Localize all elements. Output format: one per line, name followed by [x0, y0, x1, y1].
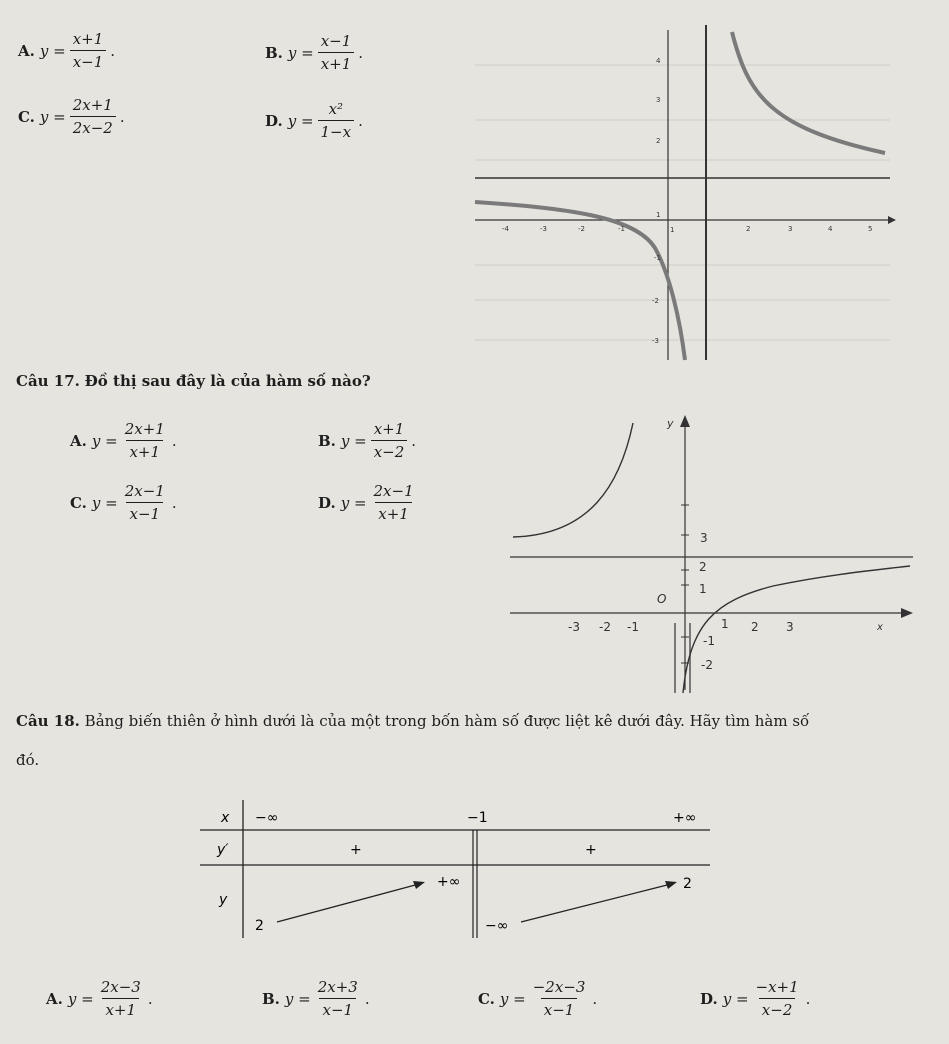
fraction: $\frac{x+1}{x-2}$ [371, 420, 408, 461]
y-tick-labels [699, 531, 715, 672]
fraction: $\frac{2x+3}{x-1}$ [317, 978, 358, 1019]
fraction: $\frac{-2x-3}{x-1}$ [532, 978, 586, 1019]
sign: + [585, 842, 597, 858]
y-tick-label: 1 [656, 211, 661, 219]
y-tick-label: -1 [654, 254, 661, 262]
x-tick-label: -4 [502, 225, 509, 233]
y-value: +∞ [437, 874, 461, 890]
q16-option-a[interactable]: A. y = $\frac{x+1}{x-1}$ . [18, 30, 116, 71]
fraction: $\frac{x-1}{x+1}$ [318, 32, 355, 73]
q18-option-a[interactable]: A. y = $\frac{2x-3}{x+1}$ . [46, 978, 153, 1019]
curve-right-branch [683, 566, 910, 693]
y-axis-label: y [667, 417, 674, 430]
q16-option-d[interactable]: D. y = $\frac{\text{x²}}{1-x}$ . [265, 100, 363, 141]
fraction: $\frac{2x-1}{x+1}$ [373, 482, 414, 523]
arrow-head-icon [413, 881, 425, 889]
fraction: $\frac{2x-3}{x+1}$ [100, 978, 141, 1019]
q18-title [16, 712, 936, 730]
fraction: $\frac{x+1}{x-1}$ [70, 30, 107, 71]
x-tick-label: 3 [788, 225, 793, 233]
arrow-head-icon [665, 881, 677, 889]
q17-title [16, 372, 371, 390]
x-value: +∞ [673, 810, 697, 826]
y-axis-arrow-icon [680, 415, 690, 427]
x-axis-label: x [877, 622, 883, 633]
q18-text: Bảng biến thiên ở hình dưới là của một trong bốn hàm số được liệt kê dưới đây. Hãy tìm hàm số [84, 712, 810, 730]
y-tick-labels [652, 57, 661, 345]
x-tick-label: -1 [618, 225, 625, 233]
q18-option-c[interactable]: C. y = $\frac{-2x-3}{x-1}$ . [478, 978, 598, 1019]
q16-option-b[interactable]: B. y = $\frac{x-1}{x+1}$ . [265, 32, 364, 73]
x-tick-label: -3 [568, 620, 580, 634]
increasing-arrow [277, 884, 419, 922]
y-value: −∞ [485, 918, 509, 934]
q18-variation-table [195, 800, 725, 940]
grid [475, 65, 890, 340]
fraction: $\frac{2x+1}{2x-2}$ [70, 96, 116, 137]
y-value: 2 [683, 876, 692, 892]
row-label-y: y [219, 892, 228, 908]
x-axis-arrow-icon [888, 216, 896, 224]
increasing-arrow [521, 884, 671, 922]
y-tick-label: -1 [703, 634, 715, 648]
x-value: −1 [467, 810, 488, 826]
y-tick-label: 1 [699, 582, 707, 596]
q17-number: Câu 17. [16, 372, 80, 390]
fraction: $\frac{2x+1}{x+1}$ [124, 420, 165, 461]
x-tick-label: -1 [627, 620, 639, 634]
q18-number: Câu 18. [16, 712, 80, 730]
sign: + [350, 842, 362, 858]
curve-left-branch [513, 423, 633, 537]
y-tick-label: 2 [656, 137, 661, 145]
x-tick-label: 1 [670, 226, 675, 234]
x-tick-labels [502, 225, 872, 234]
origin-label: O [657, 592, 667, 606]
y-tick-label: 3 [700, 531, 708, 545]
q16-graph [470, 20, 910, 365]
x-axis-arrow-icon [901, 608, 913, 618]
x-tick-label: -3 [540, 225, 547, 233]
y-tick-label: -2 [701, 658, 713, 672]
y-tick-label: 4 [656, 57, 661, 65]
x-tick-label: 3 [786, 620, 794, 634]
x-tick-label: 1 [721, 617, 729, 631]
q16-option-c[interactable]: C. y = $\frac{2x+1}{2x-2}$ . [18, 96, 125, 137]
q17-option-b[interactable]: B. y = $\frac{x+1}{x-2}$ . [318, 420, 417, 461]
y-value: 2 [255, 918, 264, 934]
fraction: $\frac{\text{x²}}{1-x}$ [318, 100, 355, 141]
x-tick-label: -2 [578, 225, 585, 233]
row-label-y-prime: y′ [217, 842, 229, 858]
q18-text-continued: đó. [16, 751, 40, 769]
x-tick-label: -2 [599, 620, 611, 634]
q17-text: Đồ thị sau đây là của hàm số nào? [84, 372, 371, 390]
x-tick-label: 2 [751, 620, 759, 634]
y-tick-label: -2 [652, 297, 659, 305]
q17-option-d[interactable]: D. y = $\frac{2x-1}{x+1}$ [318, 482, 421, 523]
y-tick-label: 2 [699, 560, 707, 574]
q17-option-a[interactable]: A. y = $\frac{2x+1}{x+1}$ . [70, 420, 177, 461]
x-value: −∞ [255, 810, 279, 826]
q18-option-b[interactable]: B. y = $\frac{2x+3}{x-1}$ . [262, 978, 370, 1019]
x-tick-labels [568, 617, 794, 634]
fraction: $\frac{-x+1}{x-2}$ [755, 978, 799, 1019]
curve-right-branch [732, 32, 885, 153]
fraction: $\frac{2x-1}{x-1}$ [124, 482, 165, 523]
q17-graph [505, 405, 920, 695]
q18-option-d[interactable]: D. y = $\frac{-x+1}{x-2}$ . [700, 978, 811, 1019]
x-tick-label: 5 [868, 225, 873, 233]
x-tick-label: 2 [746, 225, 751, 233]
row-label-x: x [221, 810, 230, 826]
x-tick-label: 4 [828, 225, 833, 233]
q17-option-c[interactable]: C. y = $\frac{2x-1}{x-1}$ . [70, 482, 177, 523]
y-tick-label: 3 [656, 96, 661, 104]
y-tick-label: -3 [652, 337, 659, 345]
